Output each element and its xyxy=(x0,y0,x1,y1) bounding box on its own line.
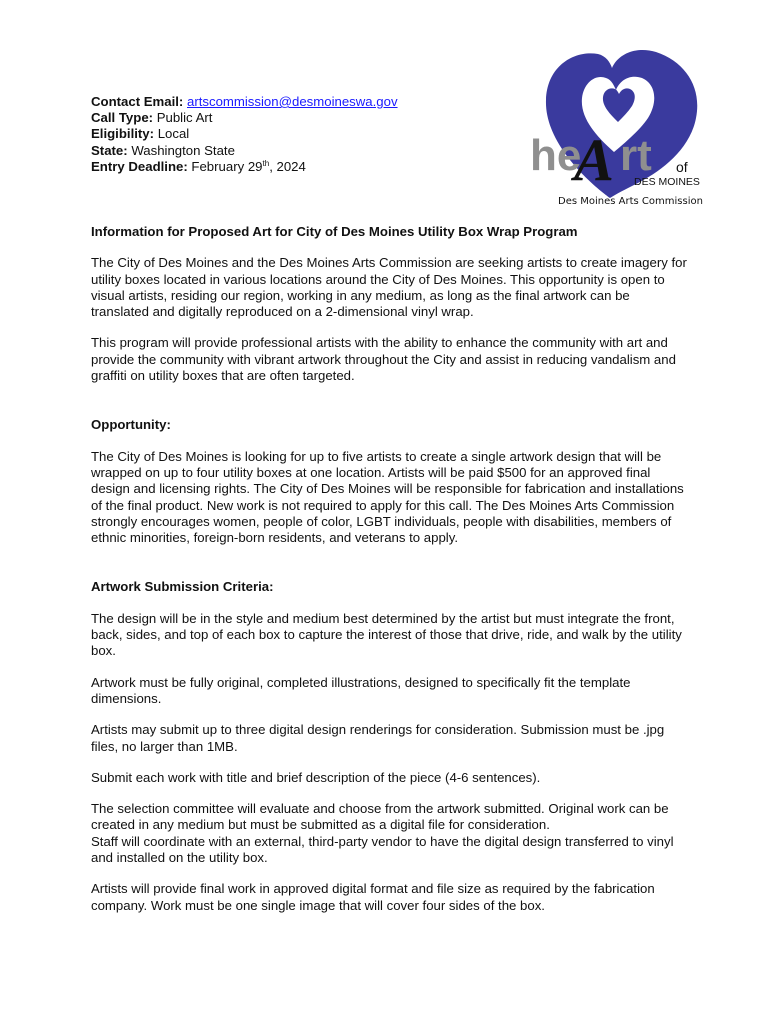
opportunity-heading: Opportunity: xyxy=(91,417,171,433)
call-type-label: Call Type: xyxy=(91,110,154,126)
logo-of-text: of xyxy=(676,159,688,175)
eligibility-value: Local xyxy=(157,126,190,142)
deadline-ordinal: th xyxy=(262,158,270,168)
deadline-row xyxy=(91,159,398,175)
criteria-heading: Artwork Submission Criteria: xyxy=(91,579,274,595)
call-type-row xyxy=(91,110,398,126)
state-value: Washington State xyxy=(131,142,235,158)
contact-block xyxy=(91,94,398,175)
criteria-paragraph-1: The design will be in the style and medium best determined by the artist but must integrate the front, back, sides, and top of each box to capture the interest of those that drive, ride, and walk by the utility box. xyxy=(91,610,682,659)
heart-of-des-moines-logo xyxy=(526,48,716,210)
logo-a-text: A xyxy=(574,127,615,193)
main-content xyxy=(91,224,691,914)
call-type-value: Public Art xyxy=(156,110,213,126)
criteria-paragraph-5b: Staff will coordinate with an external, third-party vendor to have the digital design transferred to vinyl and installed on the utility box. xyxy=(91,833,674,866)
contact-email-link[interactable]: artscommission@desmoineswa.gov xyxy=(187,94,398,109)
logo-he-text: he xyxy=(530,131,582,180)
criteria-paragraph-4: Submit each work with title and brief description of the piece (4-6 sentences). xyxy=(91,769,541,785)
contact-email-row xyxy=(91,94,398,110)
logo-rt-text: rt xyxy=(620,131,652,180)
eligibility-row xyxy=(91,126,398,142)
deadline-date: February 29 xyxy=(191,158,263,174)
contact-email-label: Contact Email: xyxy=(91,94,184,109)
criteria-paragraph-2: Artwork must be fully original, completed illustrations, designed to specifically fit the template dimensions. xyxy=(91,674,631,706)
logo-tagline-text: Des Moines Arts Commission xyxy=(558,196,703,207)
state-label: State: xyxy=(91,142,128,158)
deadline-value xyxy=(191,159,305,174)
intro-paragraph-2: This program will provide professional artists with the ability to enhance the community with art and provide the community with vibrant artwork throughout the City and assist in reducing vandalism and graffiti on utility boxes that are often targeted. xyxy=(91,335,676,384)
eligibility-label: Eligibility: xyxy=(91,126,155,142)
criteria-paragraph-3: Artists may submit up to three digital design renderings for consideration. Submission must be .jpg files, no larger than 1MB. xyxy=(91,722,665,754)
state-row xyxy=(91,143,398,159)
deadline-year: , 2024 xyxy=(269,158,306,174)
opportunity-paragraph: The City of Des Moines is looking for up to five artists to create a single artwork design that will be wrapped on up to four utility boxes at one location. Artists will be paid $500 for an approved final design and licensing rights. The City of Des Moines will be responsible for fabrication and installations of the final product. New work is not required to apply for this call. The Des Moines Arts Commission strongly encourages women, people of color, LGBT individuals, people with disabilities, members of ethnic minorities, foreign-born residents, and veterans to apply. xyxy=(91,448,684,546)
logo-city-text: DES MOINES xyxy=(634,176,700,188)
criteria-paragraph-6: Artists will provide final work in approved digital format and file size as required by the fabrication company. Work must be one single image that will cover four sides of the box. xyxy=(91,881,655,913)
criteria-paragraph-5a: The selection committee will evaluate and choose from the artwork submitted. Original work can be created in any medium but must be submitted as a digital file for consideration. xyxy=(91,801,669,833)
intro-heading: Information for Proposed Art for City of Des Moines Utility Box Wrap Program xyxy=(91,224,578,239)
deadline-label: Entry Deadline: xyxy=(91,158,188,174)
intro-paragraph-1: The City of Des Moines and the Des Moines Arts Commission are seeking artists to create imagery for utility boxes located in various locations around the City of Des Moines. This opportunity is open to visual artists, residing our region, working in any medium, as long as the final artwork can be translated and digitally reproduced on a 2-dimensional vinyl wrap. xyxy=(91,255,687,320)
